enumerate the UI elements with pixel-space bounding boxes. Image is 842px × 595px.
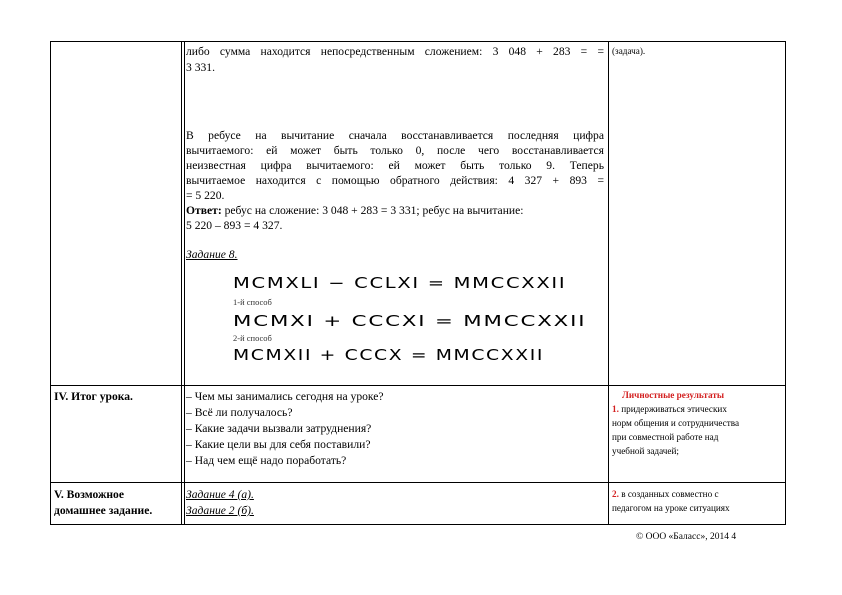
result-1-number: 1.	[612, 404, 619, 414]
subtraction-paragraph-line-4: вычитаемое находится с помощью обратного действия: 4 327 + 893 =	[186, 174, 604, 187]
result-1-line-2: норм общения и сотрудничества	[612, 418, 740, 428]
table-border-bottom	[50, 524, 786, 525]
table-border-top	[50, 41, 786, 42]
result-1-line-4: учебной задачей;	[612, 446, 679, 456]
question-3: – Какие задачи вызвали затруднения?	[186, 422, 372, 435]
answer-line-2: 5 220 – 893 = 4 327.	[186, 219, 283, 232]
result-1-line-1	[612, 403, 727, 415]
method-label-1: 1-й способ	[233, 297, 272, 307]
task-8-heading: Задание 8.	[186, 248, 238, 261]
subtraction-paragraph-line-5: = 5 220.	[186, 189, 225, 202]
result-2-line-1	[612, 488, 719, 500]
continuation-line-1: либо сумма находится непосредственным сложением: 3 048 + 283 = =	[186, 45, 604, 58]
homework-task-2: Задание 2 (б).	[186, 504, 254, 517]
subtraction-paragraph-line-3: неизвестная цифра вычитаемого: ей может быть только 9. Теперь	[186, 159, 604, 172]
result-2-number: 2.	[612, 489, 619, 499]
question-2: – Всё ли получалось?	[186, 406, 293, 419]
question-5: – Над чем ещё надо поработать?	[186, 454, 347, 467]
table-border-right	[785, 41, 786, 525]
right-note: (задача).	[612, 46, 646, 56]
continuation-line-2: 3 331.	[186, 61, 215, 74]
row-divider-2	[50, 482, 786, 483]
homework-task-1: Задание 4 (а).	[186, 488, 254, 501]
results-title: Личностные результаты	[622, 390, 725, 400]
answer-label: Ответ:	[186, 204, 222, 217]
column-divider-2	[608, 41, 609, 525]
stage-summary: IV. Итог урока.	[54, 390, 133, 403]
question-1: – Чем мы занимались сегодня на уроке?	[186, 390, 384, 403]
answer-line-1	[186, 203, 523, 218]
lesson-table	[50, 41, 786, 525]
result-1-line-3: при совместной работе над	[612, 432, 719, 442]
result-2-text-1: в созданных совместно с	[621, 489, 719, 499]
result-1-text-1: придерживаться этических	[621, 404, 727, 414]
stage-homework-line-1: V. Возможное	[54, 488, 124, 501]
copyright-footer: © ООО «Баласс», 2014 4	[636, 532, 737, 542]
column-divider-1b	[184, 41, 185, 525]
method-label-2: 2-й способ	[233, 333, 272, 343]
stage-homework-line-2: домашнее задание.	[54, 504, 153, 517]
subtraction-paragraph-line-2: вычитаемого: ей может быть только 0, после чего восстанавливается	[186, 144, 604, 157]
answer-text: ребус на сложение: 3 048 + 283 = 3 331; ребус на вычитание:	[224, 204, 524, 217]
roman-expression-2: MCMXI + CCCXI = MMCCXXII	[233, 312, 587, 330]
roman-expression-1: MCMXLI − CCLXI = MMCCXXII	[233, 274, 567, 292]
row-divider-1	[50, 385, 786, 386]
result-2-line-2: педагогом на уроке ситуациях	[612, 503, 730, 513]
roman-expression-3: MCMXII + CCCX = MMCCXXII	[233, 346, 545, 364]
table-border-left	[50, 41, 51, 525]
question-4: – Какие цели вы для себя поставили?	[186, 438, 371, 451]
subtraction-paragraph-line-1: В ребусе на вычитание сначала восстанавливается последняя цифра	[186, 129, 604, 142]
column-divider-1	[181, 41, 182, 525]
